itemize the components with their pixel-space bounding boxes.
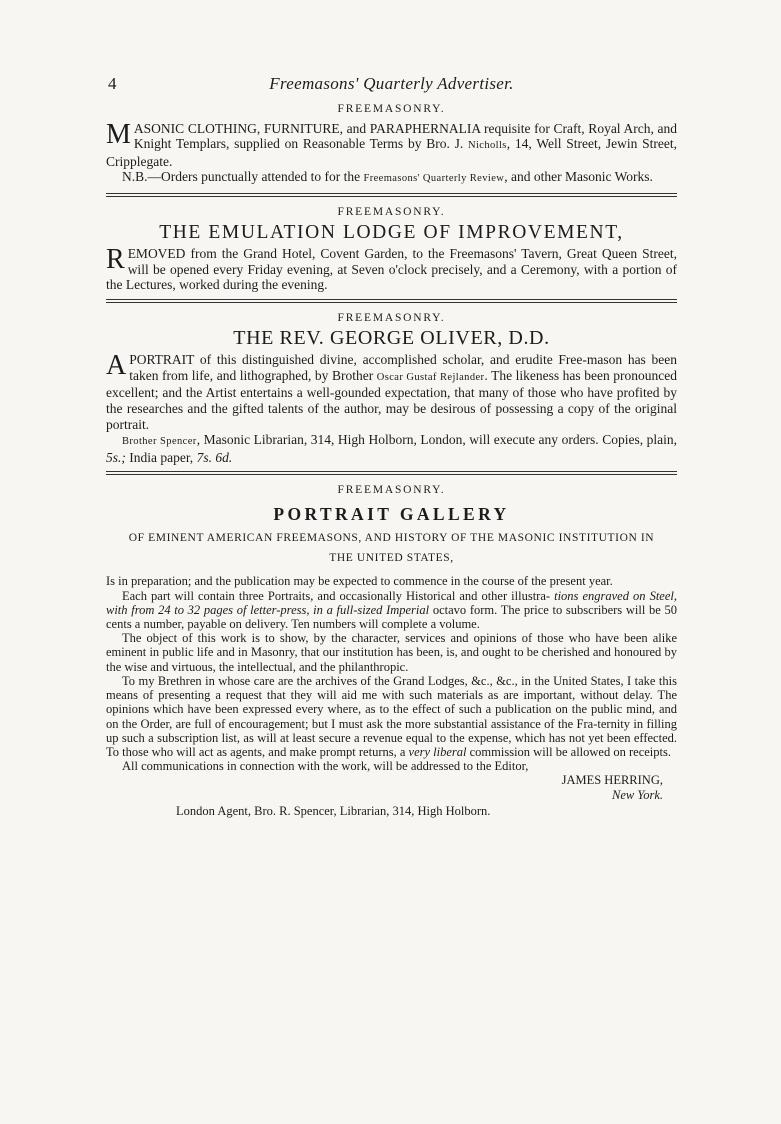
ad-body: MASONIC CLOTHING, FURNITURE, and PARAPHERNALIA requisite for Craft, Royal Arch, and Knight Templars, supplied on Reasonable Terms by Bro. J. Nicholls, 14, Well Street, Jewin Street, Cripplegate. [106, 118, 677, 169]
signature-location: New York. [612, 787, 663, 802]
divider [106, 471, 677, 475]
ad-note: N.B.—Orders punctually attended to for the Freemasons' Quarterly Review, and other Masonic Works. [122, 169, 653, 185]
page-number: 4 [108, 74, 117, 93]
running-head [106, 76, 677, 98]
ad-title: THE EMULATION LODGE OF IMPROVEMENT, [159, 221, 624, 243]
ad-title: THE REV. GEORGE OLIVER, D.D. [233, 326, 550, 349]
journal-title: Freemasons' Quarterly Advertiser. [269, 74, 514, 93]
divider [106, 299, 677, 303]
ad-body: APORTRAIT of this distinguished divine, accomplished scholar, and erudite Free-mason has been taken from life, and lithographed, by Brother Oscar Gustaf Rejlander. The likeness has been pronounced excellent; and the Artist entertains a well-gounded expectation, that many of those who have profited by the researches and the gifted talents of the author, may be desirous of possessing a copy of the original portrait. [106, 350, 677, 432]
ad-text-block [106, 574, 677, 817]
section-label: FREEMASONRY. [337, 484, 446, 497]
paragraph: Each part will contain three Portraits, and occasionally Historical and other illustra- tions engraved on Steel, with from 24 to 32 pages of letter-press, in a full-sized Imperial octavo form. The price to subscribers will be 50 cents a number, payable on delivery. Ten numbers will complete a volume. [106, 588, 677, 632]
ad-portrait-gallery [106, 483, 677, 818]
paragraph: All communications in connection with the work, will be addressed to the Editor, [122, 759, 529, 774]
ad-subtitle: OF EMINENT AMERICAN FREEMASONS, AND HISTORY OF THE MASONIC INSTITUTION IN THE UNITED STATES, [128, 532, 655, 565]
paragraph: Is in preparation; and the publication may be expected to commence in the course of the present year. [106, 574, 613, 589]
drop-cap: R [106, 244, 125, 276]
drop-cap: M [106, 118, 131, 150]
ad-oliver-portrait [106, 311, 677, 465]
signature: JAMES HERRING, [561, 773, 663, 788]
section-label: FREEMASONRY. [337, 205, 446, 218]
section-label: FREEMASONRY. [337, 103, 446, 115]
drop-cap: A [106, 350, 127, 382]
ad-emulation-lodge [106, 205, 677, 293]
ad-masonic-clothing [106, 102, 677, 187]
ad-order-note: Brother Spencer, Masonic Librarian, 314, High Holborn, London, will execute any orders. Copies, plain, 5s.; India paper, 7s. 6d. [106, 432, 677, 465]
ad-body: REMOVED from the Grand Hotel, Covent Garden, to the Freemasons' Tavern, Great Queen Street, will be opened every Friday evening, at Seven o'clock precisely, and a Ceremony, with a portion of the Lectures, worked during the evening. [106, 244, 677, 293]
paragraph: To my Brethren in whose care are the archives of the Grand Lodges, &c., &c., in the United States, I take this means of presenting a request that they will aid me with such materials as are important, without delay. The opinions which have been expressed every where, as to the effect of such a publication on the public mind, and on the Order, are full of encouragement; but I must ask the more substantial assistance of the Fra-ternity in filling up such a subscription list, as will at least secure a revenue equal to the expense, which has not yet been effected. To those who will act as agents, and make prompt returns, a very liberal commission will be allowed on receipts. [106, 673, 677, 759]
paragraph: The object of this work is to show, by the character, services and opinions of those who have been alike eminent in public life and in Masonry, that our institution has been, is, and ought to be cherished and honoured by the wise and virtuous, the intellectual, and the philanthropic. [106, 631, 677, 674]
divider [106, 193, 677, 197]
section-label: FREEMASONRY. [337, 311, 446, 324]
agent-line: London Agent, Bro. R. Spencer, Librarian, 314, High Holborn. [176, 803, 491, 818]
ad-title: PORTRAIT GALLERY [273, 503, 510, 524]
